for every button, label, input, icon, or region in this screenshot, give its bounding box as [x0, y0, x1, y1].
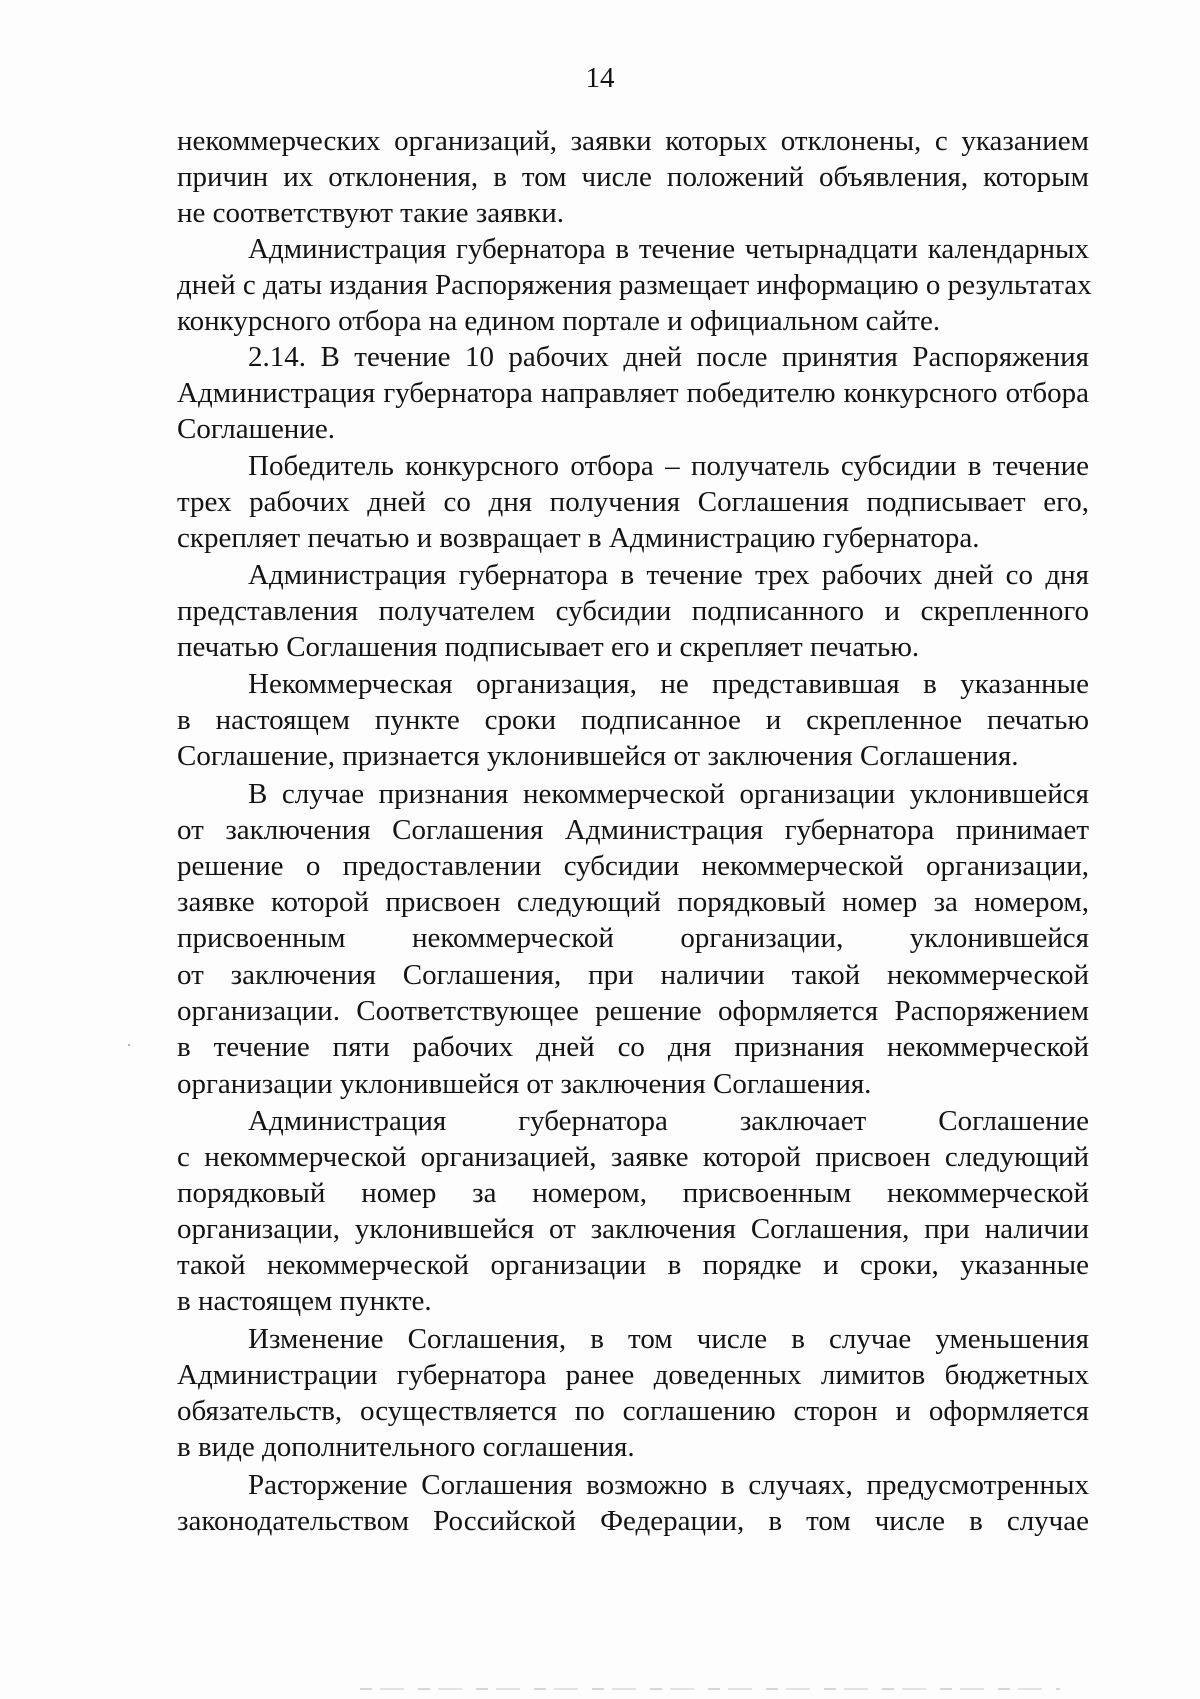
- text-line: в настоящем пункте.: [177, 1285, 432, 1317]
- text-line: конкурсного отбора на едином портале и официальном сайте.: [177, 305, 941, 337]
- text-line: печатью Соглашения подписывает его и скрепляет печатью.: [177, 631, 920, 663]
- text-line: обязательств, осуществляется по соглашению сторон и оформляется: [177, 1395, 1089, 1427]
- paragraph-first-line: Изменение Соглашения, в том числе в случае уменьшения: [248, 1323, 1089, 1355]
- text-line: от заключения Соглашения, при наличии такой некоммерческой: [177, 959, 1089, 991]
- paragraph-first-line: Некоммерческая организация, не представившая в указанные: [248, 668, 1089, 700]
- text-line: заявке которой присвоен следующий порядковый номер за номером,: [177, 886, 1089, 918]
- text-line: в настоящем пункте сроки подписанное и скрепленное печатью: [177, 704, 1089, 736]
- text-line: причин их отклонения, в том числе положений объявления, которым: [177, 161, 1089, 193]
- text-line: Администрации губернатора ранее доведенных лимитов бюджетных: [177, 1359, 1089, 1391]
- text-line: с некоммерческой организацией, заявке которой присвоен следующий: [177, 1141, 1089, 1173]
- paragraph-first-line: 2.14. В течение 10 рабочих дней после принятия Распоряжения: [248, 341, 1089, 373]
- text-line: законодательством Российской Федерации, в том числе в случае: [177, 1505, 1089, 1537]
- paragraph-first-line: Администрация губернатора в течение четырнадцати календарных: [248, 233, 1089, 265]
- text-line: присвоенным некоммерческой организации, уклонившейся: [177, 922, 1089, 954]
- text-line: организации. Соответствующее решение оформляется Распоряжением: [177, 995, 1089, 1027]
- text-line: трех рабочих дней со дня получения Соглашения подписывает его,: [177, 486, 1089, 518]
- text-line: скрепляет печатью и возвращает в Администрацию губернатора.: [177, 522, 980, 554]
- text-line: порядковый номер за номером, присвоенным некоммерческой: [177, 1177, 1089, 1209]
- paragraph-first-line: Победитель конкурсного отбора – получатель субсидии в течение: [248, 450, 1089, 482]
- text-line: Администрация губернатора направляет победителю конкурсного отбора: [177, 377, 1089, 409]
- text-line: решение о предоставлении субсидии некоммерческой организации,: [177, 850, 1089, 882]
- text-line: не соответствуют такие заявки.: [177, 197, 565, 229]
- scan-speck: [128, 1044, 130, 1046]
- text-line: Соглашение, признается уклонившейся от заключения Соглашения.: [177, 740, 1019, 772]
- text-line: такой некоммерческой организации в порядке и сроки, указанные: [177, 1249, 1089, 1281]
- text-line: представления получателем субсидии подписанного и скрепленного: [177, 595, 1089, 627]
- paragraph-first-line: Администрация губернатора в течение трех рабочих дней со дня: [248, 559, 1089, 591]
- text-line: организации, уклонившейся от заключения Соглашения, при наличии: [177, 1213, 1089, 1245]
- text-line: организации уклонившейся от заключения Соглашения.: [177, 1068, 872, 1100]
- text-line: в течение пяти рабочих дней со дня признания некоммерческой: [177, 1031, 1089, 1063]
- paragraph-first-line: Расторжение Соглашения возможно в случаях, предусмотренных: [248, 1469, 1089, 1501]
- text-line: в виде дополнительного соглашения.: [177, 1431, 635, 1463]
- text-line: Соглашение.: [177, 413, 335, 445]
- paragraph-first-line: Администрация губернатора заключает Соглашение: [248, 1105, 1089, 1137]
- text-line: дней с даты издания Распоряжения размещает информацию о результатах: [177, 269, 1092, 301]
- scan-bottom-edge: [360, 1688, 1060, 1690]
- text-line: некоммерческих организаций, заявки которых отклонены, с указанием: [177, 125, 1089, 157]
- paragraph-first-line: В случае признания некоммерческой организации уклонившейся: [248, 778, 1089, 810]
- page-number: 14: [585, 62, 615, 94]
- text-line: от заключения Соглашения Администрация губернатора принимает: [177, 814, 1089, 846]
